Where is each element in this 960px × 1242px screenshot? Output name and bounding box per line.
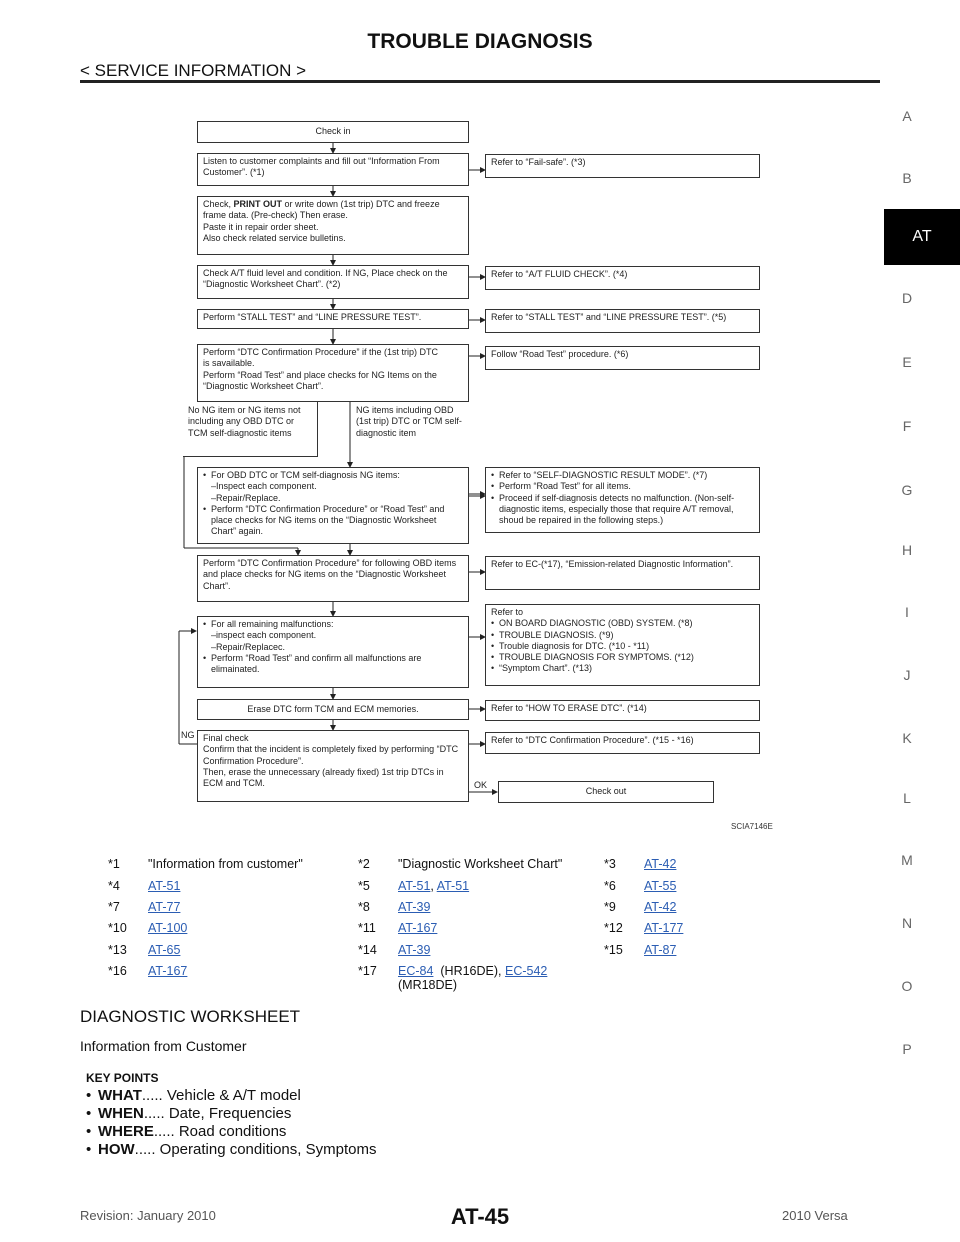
- reference-key: *10: [108, 921, 127, 935]
- stall-ref-box: Refer to “STALL TEST” and “LINE PRESSURE TEST”. (*5): [485, 309, 760, 333]
- side-index-e[interactable]: E: [902, 354, 912, 370]
- reference-key: *8: [358, 900, 370, 914]
- listen-box: Listen to customer complaints and fill out “Information From Customer”. (*1): [197, 153, 469, 186]
- side-index-l[interactable]: L: [903, 790, 911, 806]
- side-index-k[interactable]: K: [902, 730, 912, 746]
- reference-cell: [358, 943, 430, 957]
- reference-key: *6: [604, 879, 616, 893]
- obd-ng-box: [197, 467, 469, 544]
- reference-key: *1: [108, 857, 120, 871]
- reference-key: *7: [108, 900, 120, 914]
- final-ref-box: Refer to “DTC Confirmation Procedure”. (*15 - *16): [485, 732, 760, 754]
- footer-revision: Revision: January 2010: [80, 1208, 216, 1223]
- reference-cell: [108, 879, 180, 893]
- reference-link[interactable]: AT-87: [644, 943, 677, 957]
- fail-safe-ref-box: Refer to “Fail-safe”. (*3): [485, 154, 760, 178]
- road-test-ref-box: Follow “Road Test” procedure. (*6): [485, 346, 760, 370]
- dtc-following-box: Perform “DTC Confirmation Procedure” for following OBD items and place checks for NG items on the “Diagnostic Worksheet Chart”.: [197, 555, 469, 602]
- page-number: AT-45: [450, 1204, 510, 1229]
- refer-item: • “Symptom Chart”. (*13): [499, 663, 754, 674]
- reference-link[interactable]: AT-100: [148, 921, 188, 935]
- reference-key: *2: [358, 857, 370, 871]
- reference-link[interactable]: AT-167: [148, 964, 188, 978]
- reference-text: "Information from customer": [148, 857, 303, 871]
- dtc-conf-line-4: “Diagnostic Worksheet Chart”.: [203, 380, 324, 391]
- refer-box: [485, 604, 760, 686]
- side-index-a[interactable]: A: [902, 108, 912, 124]
- reference-link[interactable]: EC-542: [504, 964, 548, 978]
- side-index-b[interactable]: B: [902, 170, 912, 186]
- dtc-conf-line-2: is savailable.: [203, 358, 255, 369]
- ec-ref-box: Refer to EC-(*17), “Emission-related Diagnostic Information”.: [485, 556, 760, 590]
- stall-test-box: Perform “STALL TEST” and “LINE PRESSURE TEST”.: [197, 309, 469, 329]
- reference-link[interactable]: AT-177: [644, 921, 684, 935]
- check-out-box: Check out: [498, 781, 714, 803]
- pre-check-box: [197, 196, 469, 255]
- refer-item: • Trouble diagnosis for DTC. (*10 - *11): [499, 641, 754, 652]
- pre-check-text-d: Also check related service bulletins.: [203, 232, 346, 243]
- no-ng-branch-frame: [183, 402, 318, 457]
- refer-to-label: Refer to: [491, 607, 524, 617]
- ok-label: OK: [474, 780, 488, 790]
- ng-branch-label: NG items including OBD (1st trip) DTC or TCM self-diagnostic item: [356, 405, 462, 438]
- fluid-ref-box: Refer to “A/T FLUID CHECK”. (*4): [485, 266, 760, 290]
- reference-key: *12: [604, 921, 623, 935]
- erase-ref-box: Refer to “HOW TO ERASE DTC”. (*14): [485, 700, 760, 721]
- check-in-box: Check in: [197, 121, 469, 143]
- reference-cell: *17 EC-84 (HR16DE), EC-542 (MR18DE): [358, 964, 548, 992]
- reference-key: *3: [604, 857, 616, 871]
- reference-key: *11: [358, 921, 376, 935]
- section-subtitle-info: Information from Customer: [80, 1038, 247, 1054]
- obd-ng-list: [203, 470, 463, 538]
- reference-link[interactable]: AT-77: [148, 900, 181, 914]
- pre-check-text-c: Paste it in repair order sheet.: [203, 221, 319, 232]
- side-index-m[interactable]: M: [901, 852, 913, 868]
- final-line-3: Then, erase the unnecessary (already fixed) 1st trip DTCs in ECM and TCM.: [203, 766, 444, 789]
- reference-cell: [108, 921, 187, 935]
- obd-ng-item: • Perform “DTC Confirmation Procedure” or “Road Test” and place checks for NG items on the “Diagnostic Worksheet Chart” again.: [211, 504, 463, 538]
- reference-cell: [604, 900, 676, 914]
- reference-key: *5: [358, 879, 370, 893]
- reference-cell: [604, 921, 683, 935]
- reference-cell: [358, 921, 437, 935]
- reference-link[interactable]: AT-42: [644, 900, 677, 914]
- reference-link[interactable]: AT-39: [398, 900, 431, 914]
- reference-link[interactable]: AT-51: [398, 879, 431, 893]
- self-diag-list: [491, 470, 754, 526]
- reference-key: *16: [108, 964, 127, 978]
- no-ng-branch-label: No NG item or NG items not including any OBD DTC or TCM self-diagnostic items: [188, 405, 301, 438]
- section-title: DIAGNOSTIC WORKSHEET: [80, 1007, 301, 1026]
- reference-cell: [604, 857, 676, 871]
- reference-cell: [108, 900, 180, 914]
- side-index-j[interactable]: J: [903, 667, 911, 683]
- key-points-label: KEY POINTS: [86, 1071, 159, 1085]
- pre-check-text-b: or write down (1st trip) DTC and freeze frame data. (Pre-check) Then erase.: [203, 199, 440, 221]
- ng-label: NG: [181, 730, 195, 740]
- final-check-box: [197, 730, 469, 802]
- footer-model: 2010 Versa: [782, 1208, 848, 1223]
- side-index-d[interactable]: D: [901, 290, 913, 306]
- key-point-item: • WHERE..... Road conditions: [86, 1123, 287, 1140]
- reference-key: *13: [108, 943, 127, 957]
- side-index-i[interactable]: I: [905, 604, 909, 620]
- side-index-g[interactable]: G: [901, 482, 913, 498]
- side-index-n[interactable]: N: [901, 915, 913, 931]
- dtc-conf-line-3: Perform “Road Test” and place checks for NG Items on the: [203, 369, 437, 380]
- reference-cell: [358, 857, 562, 871]
- erase-box: Erase DTC form TCM and ECM memories.: [197, 699, 469, 720]
- reference-cell: [108, 943, 180, 957]
- reference-cell: *5 AT-51, AT-51: [358, 879, 470, 893]
- reference-link[interactable]: EC-84: [398, 964, 434, 978]
- reference-cell: [358, 900, 430, 914]
- reference-cell: [108, 964, 187, 978]
- side-index-o[interactable]: O: [901, 978, 913, 994]
- reference-cell: [604, 943, 676, 957]
- reference-link[interactable]: AT-167: [398, 921, 438, 935]
- refer-item: • ON BOARD DIAGNOSTIC (OBD) SYSTEM. (*8): [499, 618, 754, 629]
- obd-ng-item: • For OBD DTC or TCM self-diagnosis NG items: –Inspect each component. –Repair/Replace.: [211, 470, 463, 504]
- reference-key: *17: [358, 964, 377, 978]
- remaining-item: • For all remaining malfunctions: –inspect each component. –Repair/Replacec.: [211, 619, 463, 653]
- figure-code: SCIA7146E: [731, 822, 773, 831]
- fluid-check-box: Check A/T fluid level and condition. If NG, Place check on the “Diagnostic Worksheet Chart”. (*2): [197, 265, 469, 299]
- dtc-conf-line-1: Perform “DTC Confirmation Procedure” if the (1st trip) DTC: [203, 347, 439, 357]
- section-subtitle: < SERVICE INFORMATION >: [80, 61, 307, 80]
- key-point-item: • HOW..... Operating conditions, Symptoms: [86, 1141, 377, 1158]
- reference-key: *4: [108, 879, 120, 893]
- reference-link[interactable]: AT-55: [644, 879, 677, 893]
- self-diag-item: • Refer to “SELF-DIAGNOSTIC RESULT MODE”. (*7): [499, 470, 754, 481]
- page-title: TROUBLE DIAGNOSIS: [367, 30, 593, 53]
- key-points-list: [86, 1087, 376, 1159]
- refer-item: • TROUBLE DIAGNOSIS FOR SYMPTOMS. (*12): [499, 652, 754, 663]
- reference-link[interactable]: AT-65: [148, 943, 181, 957]
- refer-list: [491, 618, 754, 674]
- diagnosis-flowchart: [176, 112, 766, 812]
- reference-key: *9: [604, 900, 616, 914]
- reference-link[interactable]: AT-51: [436, 879, 470, 893]
- pre-check-text-a: Check,: [203, 199, 234, 209]
- side-tab-active[interactable]: AT: [884, 209, 960, 265]
- dtc-confirmation-box: [197, 344, 469, 402]
- reference-link[interactable]: AT-51: [148, 879, 181, 893]
- final-line-2: Confirm that the incident is completely fixed by performing “DTC Confirmation Procedure”.: [203, 744, 459, 766]
- key-point-item: • WHEN..... Date, Frequencies: [86, 1105, 292, 1122]
- self-diag-item: • Proceed if self-diagnosis detects no malfunction. (Non-self-diagnostic items, especially those that require A/T removal, shoud be repaired in the following steps.): [499, 493, 754, 527]
- remaining-item: • Perform “Road Test” and confirm all malfunctions are elimainated.: [211, 653, 463, 676]
- final-line-1: Final check: [203, 733, 249, 743]
- key-point-item: • WHAT..... Vehicle & A/T model: [86, 1087, 301, 1104]
- self-diag-item: • Perform “Road Test” for all items.: [499, 481, 754, 492]
- print-out-emphasis: PRINT OUT: [233, 199, 283, 209]
- side-index-f[interactable]: F: [902, 418, 912, 434]
- remaining-list: [203, 619, 463, 675]
- side-index-p[interactable]: P: [902, 1041, 912, 1057]
- header-rule: [80, 80, 880, 83]
- reference-text: "Diagnostic Worksheet Chart": [398, 857, 563, 871]
- self-diag-ref-box: [485, 467, 760, 533]
- side-index-h[interactable]: H: [901, 542, 913, 558]
- reference-cell: [604, 879, 676, 893]
- refer-item: • TROUBLE DIAGNOSIS. (*9): [499, 630, 754, 641]
- reference-key: *14: [358, 943, 377, 957]
- reference-tail: (MR18DE): [398, 978, 458, 992]
- reference-key: *15: [604, 943, 623, 957]
- reference-cell: [108, 857, 303, 871]
- remaining-box: [197, 616, 469, 688]
- reference-link[interactable]: AT-39: [398, 943, 431, 957]
- reference-link[interactable]: AT-42: [644, 857, 677, 871]
